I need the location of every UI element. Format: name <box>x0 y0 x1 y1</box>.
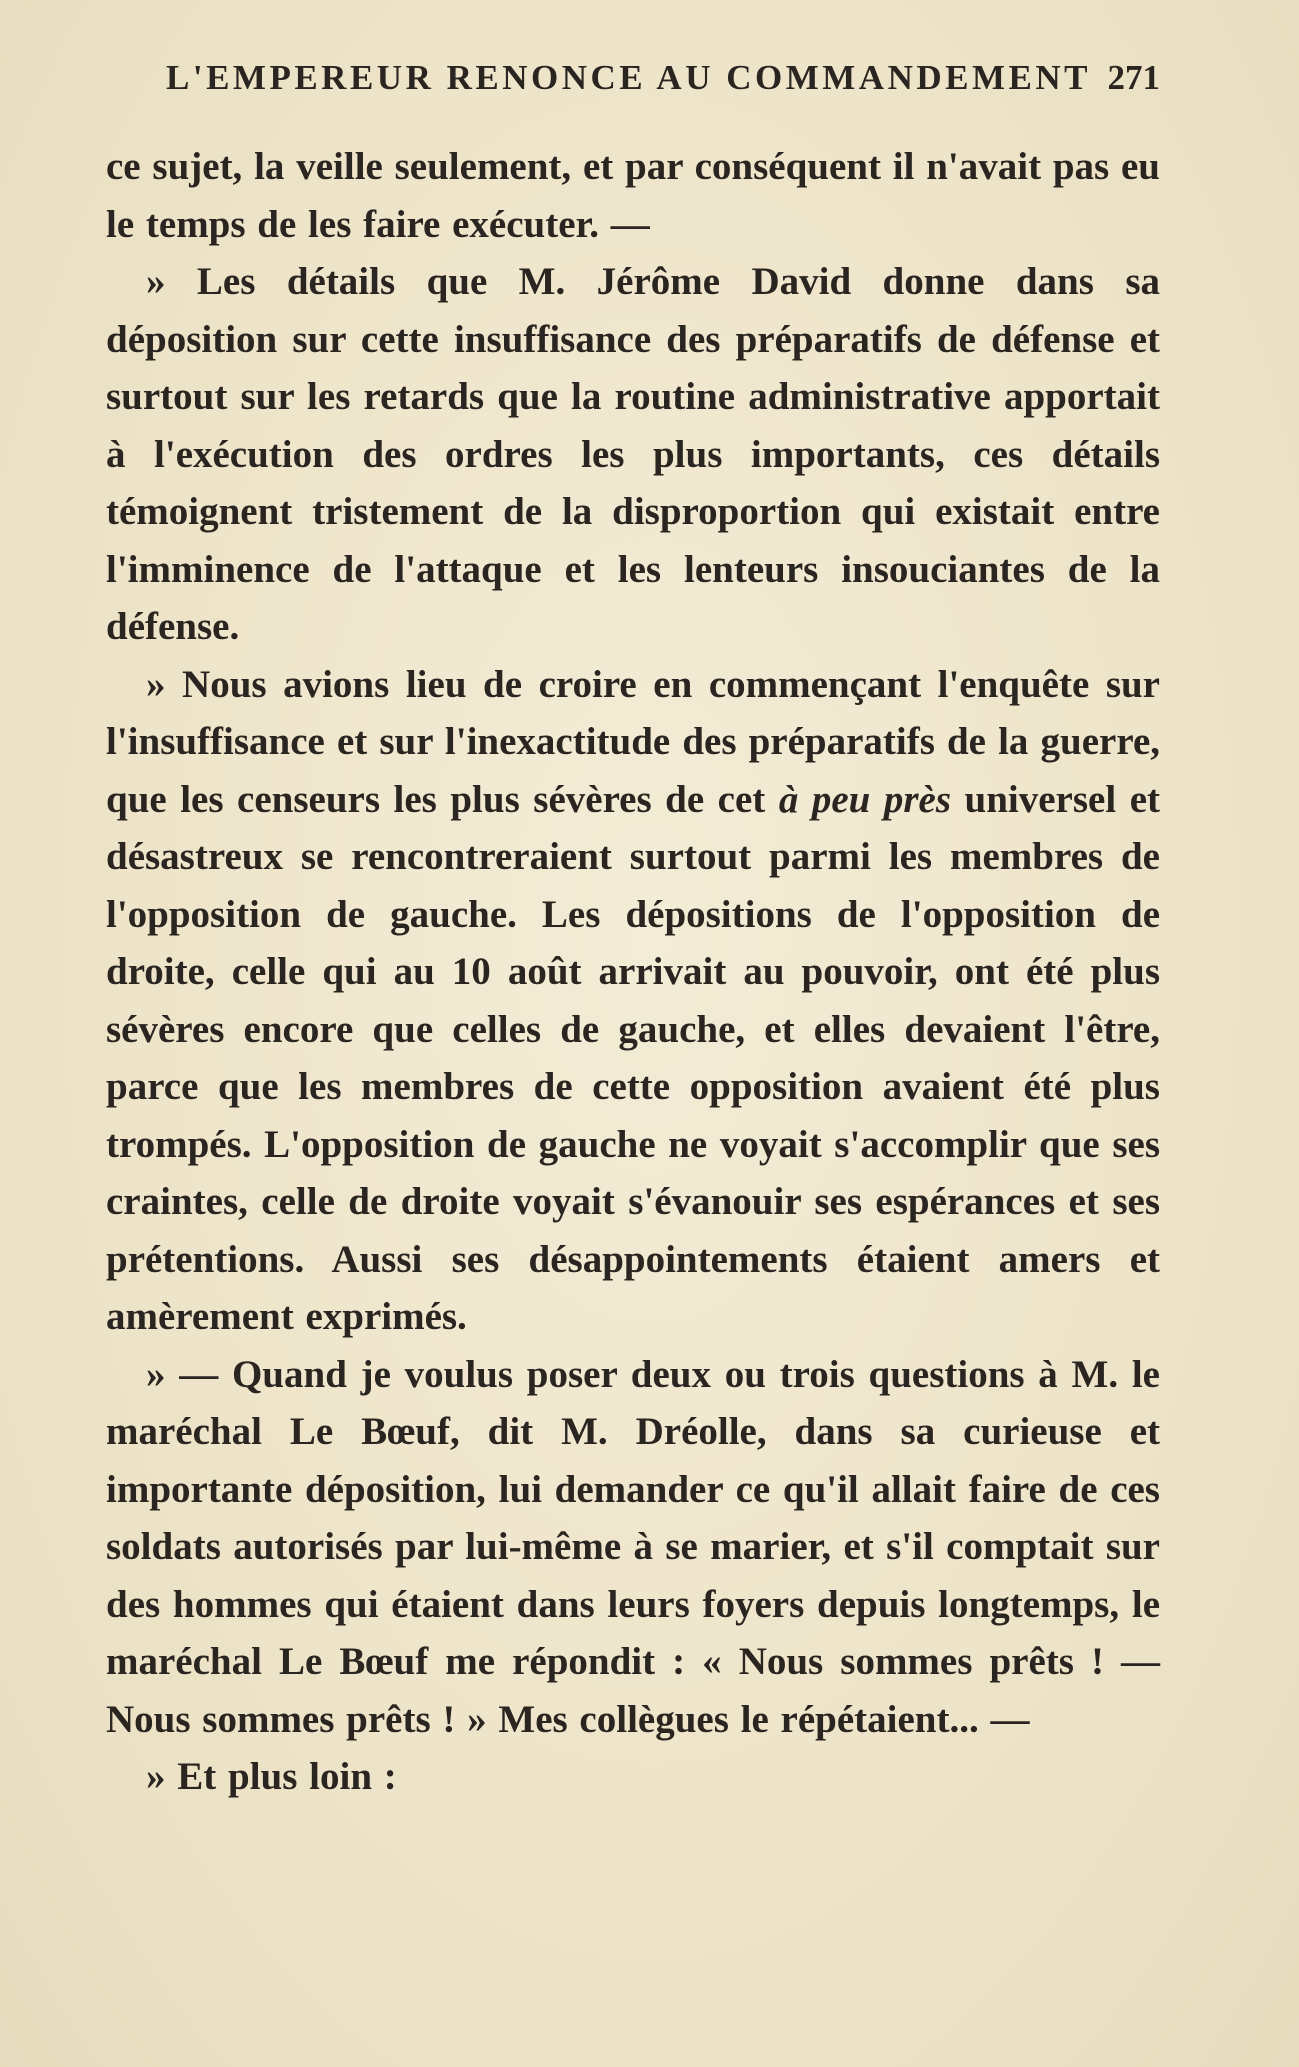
paragraph-3-part-1: » Nous avions lieu de croire en commençant l'enquête sur l'insuffisance et sur l'inexactitude des préparatifs de la guerre, que les censeurs les plus sévères de cet <box>106 662 1160 821</box>
book-page <box>106 58 1160 1806</box>
paragraph-4: » — Quand je voulus poser deux ou trois questions à M. le maréchal Le Bœuf, dit M. Dréolle, dans sa curieuse et importante déposition, lui demander ce qu'il allait faire de ces soldats autorisés par lui-même à se marier, et s'il comptait sur des hommes qui étaient dans leurs foyers depuis longtemps, le maréchal Le Bœuf me répondit : « Nous sommes prêts ! — Nous sommes prêts ! » Mes collègues le répétaient... — <box>106 1352 1160 1741</box>
paragraph-1: ce sujet, la veille seulement, et par conséquent il n'avait pas eu le temps de les faire exécuter. — <box>106 145 1160 246</box>
paragraph-2: » Les détails que M. Jérôme David donne dans sa déposition sur cette insuffisance des préparatifs de défense et surtout sur les retards que la routine administrative apportait à l'exécution des ordres les plus importants, ces détails témoignent tristement de la disproportion qui existait entre l'imminence de l'attaque et les lenteurs insouciantes de la défense. <box>106 260 1160 648</box>
body-text <box>106 138 1160 1806</box>
running-head <box>106 58 1160 108</box>
paragraph-3-italic: à peu près <box>778 777 952 821</box>
running-title: L'EMPEREUR RENONCE AU COMMANDEMENT <box>166 58 1091 97</box>
page-number: 271 <box>1107 58 1160 97</box>
paragraph-3-part-2: universel et désastreux se rencontreraient surtout parmi les membres de l'opposition de gauche. Les dépositions de l'opposition de droite, celle qui au 10 août arrivait au pouvoir, ont été plus sévères encore que celles de gauche, et elles devaient l'être, parce que les membres de cette opposition avaient été plus trompés. L'opposition de gauche ne voyait s'accomplir que ses craintes, celle de droite voyait s'évanouir ses espérances et ses prétentions. Aussi ses désappointements étaient amers et amèrement exprimés. <box>106 777 1160 1338</box>
paragraph-3 <box>106 656 1160 1346</box>
paragraph-5: » Et plus loin : <box>146 1755 397 1798</box>
